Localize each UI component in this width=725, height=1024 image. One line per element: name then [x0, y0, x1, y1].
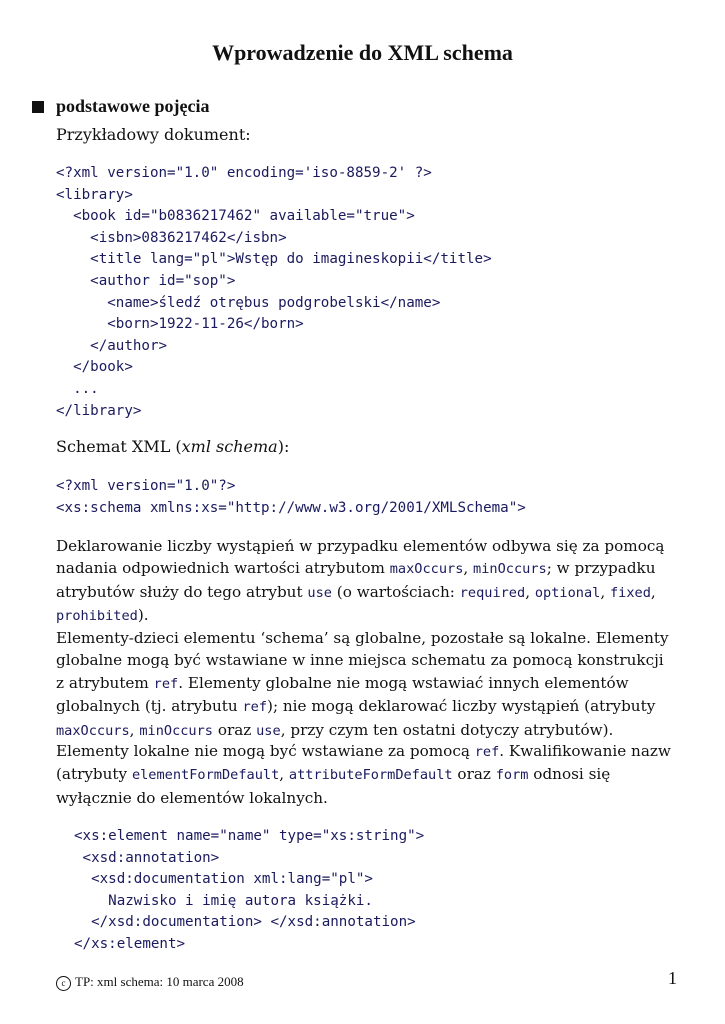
- text: (o wartościach:: [331, 582, 460, 601]
- element-code-block: [74, 826, 424, 956]
- text: , przy czym ten ostatni dotyczy atrybutów).: [280, 720, 614, 739]
- code-minoccurs: minOccurs: [139, 722, 213, 739]
- code-optional: optional: [534, 584, 601, 601]
- text: oraz: [213, 720, 257, 739]
- code-fixed: fixed: [609, 584, 651, 601]
- code-form: form: [495, 767, 529, 784]
- text: Elementy-dzieci elementu ‘schema’ są globalne, pozostałe są lokalne. Elementy globalne mogą być wstawiane w inne miejsca schematu za pomocą konstrukcji z atrybutem: [56, 629, 669, 692]
- code-line: <?xml version="1.0" encoding='iso-8859-2' ?>: [56, 165, 432, 181]
- code-prohibited: prohibited: [56, 608, 138, 625]
- schema-label-prefix: Schemat XML (: [56, 437, 182, 456]
- code-line: ...: [56, 380, 99, 397]
- section-heading: [32, 96, 210, 117]
- footer-caption: TP: xml schema: 10 marca 2008: [75, 974, 244, 989]
- text: odnosi się wyłącznie do elementów lokalnych.: [56, 765, 611, 807]
- code-line: </xsd:documentation> </xsd:annotation>: [74, 914, 416, 931]
- code-line: </author>: [56, 337, 168, 354]
- code-line: <name>śledź otrębus podgrobelski</name>: [56, 294, 441, 311]
- code-line: Nazwisko i imię autora książki.: [74, 892, 373, 909]
- code-line: <book id="b0836217462" available="true">: [56, 208, 415, 225]
- code-ref: ref: [242, 699, 268, 716]
- schema-label-italic: xml schema: [181, 437, 278, 456]
- code-line: </xs:element>: [74, 935, 186, 952]
- paragraph-local-elements: [56, 740, 676, 809]
- text: . Kwalifikowanie nazw (atrybuty: [56, 742, 671, 784]
- schema-label: [56, 436, 289, 458]
- code-maxoccurs: maxOccurs: [56, 722, 130, 739]
- example-label: Przykładowy dokument:: [56, 125, 251, 144]
- text: ; w przypadku atrybutów służy do tego atrybut: [56, 559, 656, 601]
- code-line: <born>1922-11-26</born>: [56, 316, 304, 333]
- code-elementformdefault: elementFormDefault: [131, 767, 280, 784]
- code-attributeformdefault: attributeFormDefault: [288, 767, 453, 784]
- code-minoccurs: minOccurs: [473, 561, 547, 578]
- schema-code-block: [56, 476, 526, 519]
- text: ).: [137, 606, 149, 625]
- code-line: <library>: [56, 186, 133, 203]
- paragraph-occurrences: [56, 535, 676, 628]
- code-use: use: [307, 584, 332, 601]
- copyright-icon: c: [56, 976, 71, 991]
- page-title: Wprowadzenie do XML schema: [212, 40, 513, 65]
- text: ,: [525, 582, 535, 601]
- text: ,: [463, 559, 474, 578]
- code-line: <xs:schema xmlns:xs="http://www.w3.org/2001/XMLSchema">: [56, 499, 526, 516]
- code-line: <author id="sop">: [56, 272, 236, 289]
- text: Elementy lokalne nie mogą być wstawiane za pomocą: [56, 742, 475, 760]
- square-bullet-icon: [32, 101, 44, 113]
- code-ref: ref: [474, 744, 500, 760]
- schema-label-suffix: ):: [277, 437, 290, 456]
- code-ref: ref: [153, 675, 179, 692]
- text: ,: [129, 720, 140, 739]
- text: . Elementy globalne nie mogą wstawiać innych elementów globalnych (tj. atrybutu: [56, 673, 629, 716]
- page-number: 1: [668, 968, 677, 988]
- code-line: <isbn>0836217462</isbn>: [56, 229, 287, 246]
- footer-text: [56, 974, 244, 991]
- text: ,: [600, 582, 610, 601]
- text: ,: [279, 765, 289, 784]
- code-line: <?xml version="1.0"?>: [56, 478, 236, 494]
- code-line: <xsd:documentation xml:lang="pl">: [74, 871, 373, 888]
- code-line: <xs:element name="name" type="xs:string">: [74, 828, 425, 844]
- text: ,: [650, 582, 656, 601]
- code-line: <xsd:annotation>: [74, 849, 220, 866]
- example-code-block: [56, 163, 492, 422]
- code-use: use: [256, 722, 281, 739]
- text: ); nie mogą deklarować liczby wystąpień (atrybuty: [267, 697, 656, 716]
- text: oraz: [452, 765, 496, 784]
- code-line: </book>: [56, 359, 133, 376]
- section-heading-text: podstawowe pojęcia: [56, 96, 210, 116]
- paragraph-global-elements: [56, 627, 676, 742]
- code-maxoccurs: maxOccurs: [389, 561, 464, 578]
- code-line: </library>: [56, 402, 142, 419]
- code-line: <title lang="pl">Wstęp do imagineskopii</title>: [56, 251, 492, 268]
- text: Deklarowanie liczby wystąpień w przypadku elementów odbywa się za pomocą nadania odpowiednich wartości atrybutom: [56, 537, 665, 578]
- code-required: required: [459, 584, 526, 601]
